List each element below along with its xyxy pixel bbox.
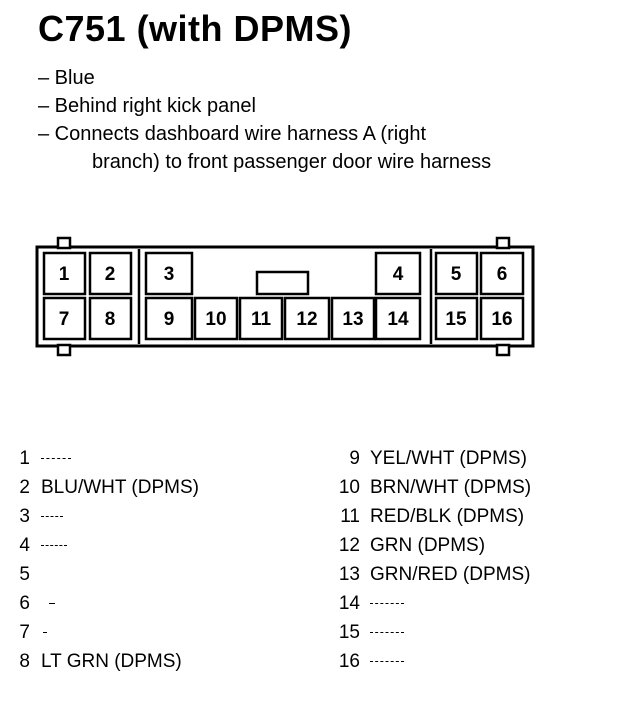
pin-row-10 bbox=[320, 477, 640, 506]
pin-number: 8 bbox=[19, 651, 30, 672]
description-color: – Blue bbox=[38, 67, 95, 89]
pin-wire-color: YEL/WHT (DPMS) bbox=[370, 448, 527, 469]
pin-row-11 bbox=[320, 506, 640, 535]
pin-row-1 bbox=[0, 448, 300, 477]
cavity-label-13: 13 bbox=[342, 309, 364, 330]
pin-row-9 bbox=[320, 448, 640, 477]
description-connection-cont: branch) to front passenger door wire harness bbox=[92, 151, 492, 173]
pin-row-14 bbox=[320, 593, 640, 622]
cavity-label-16: 16 bbox=[491, 309, 513, 330]
pin-row-12 bbox=[320, 535, 640, 564]
pin-row-16 bbox=[320, 651, 640, 680]
pin-list-left bbox=[0, 448, 300, 680]
locking-tab bbox=[257, 272, 308, 294]
pin-wire-unused bbox=[41, 506, 63, 528]
pin-number: 4 bbox=[19, 535, 30, 556]
pin-list-right bbox=[320, 448, 640, 680]
housing-tab-top-right bbox=[497, 238, 509, 248]
housing-tab-bottom-right bbox=[497, 345, 509, 355]
description-location: – Behind right kick panel bbox=[38, 95, 256, 117]
pin-number: 6 bbox=[19, 593, 30, 614]
pin-number: 16 bbox=[338, 651, 360, 672]
page-title: C751 (with DPMS) bbox=[38, 8, 353, 49]
pin-number: 7 bbox=[19, 622, 30, 643]
pin-wire-unused bbox=[41, 448, 71, 470]
pin-row-7 bbox=[0, 622, 300, 651]
cavity-label-15: 15 bbox=[445, 309, 467, 330]
pin-row-4 bbox=[0, 535, 300, 564]
pin-number: 14 bbox=[338, 593, 360, 614]
cavity-label-5: 5 bbox=[450, 264, 462, 285]
pin-row-2 bbox=[0, 477, 300, 506]
pin-wire-color: BRN/WHT (DPMS) bbox=[370, 477, 532, 498]
housing-tab-top-left bbox=[58, 238, 70, 248]
pin-wire-unused bbox=[41, 622, 47, 644]
pin-number: 9 bbox=[349, 448, 360, 469]
pin-wire-unused bbox=[370, 622, 404, 644]
pin-number: 3 bbox=[19, 506, 30, 527]
pin-number: 10 bbox=[338, 477, 360, 498]
pin-row-5 bbox=[0, 564, 300, 593]
pin-number: 12 bbox=[338, 535, 360, 556]
pin-row-8 bbox=[0, 651, 300, 680]
cavity-label-6: 6 bbox=[496, 264, 508, 285]
cavity-label-10: 10 bbox=[205, 309, 227, 330]
cavity-label-9: 9 bbox=[163, 309, 175, 330]
pin-number: 15 bbox=[338, 622, 360, 643]
pin-wire-unused bbox=[370, 593, 404, 615]
cavity-label-11: 11 bbox=[250, 309, 272, 330]
pin-number: 11 bbox=[340, 506, 360, 527]
pin-wire-unused bbox=[370, 651, 404, 673]
pin-number: 1 bbox=[19, 448, 30, 469]
pin-wire-color: GRN/RED (DPMS) bbox=[370, 564, 531, 585]
pin-wire-color: GRN (DPMS) bbox=[370, 535, 486, 556]
cavity-label-2: 2 bbox=[104, 264, 116, 285]
cavity-label-7: 7 bbox=[58, 309, 70, 330]
pin-row-15 bbox=[320, 622, 640, 651]
description-connection: – Connects dashboard wire harness A (right bbox=[38, 123, 426, 145]
pin-row-3 bbox=[0, 506, 300, 535]
cavity-label-14: 14 bbox=[387, 309, 409, 330]
housing-tab-bottom-left bbox=[58, 345, 70, 355]
pin-number: 13 bbox=[338, 564, 360, 585]
pin-wire-color: RED/BLK (DPMS) bbox=[370, 506, 525, 527]
cavity-label-4: 4 bbox=[392, 264, 404, 285]
pin-number: 2 bbox=[19, 477, 30, 498]
pin-number: 5 bbox=[19, 564, 30, 585]
pin-wire-color: BLU/WHT (DPMS) bbox=[41, 477, 199, 498]
pin-row-13 bbox=[320, 564, 640, 593]
pin-wire-unused bbox=[41, 535, 67, 557]
pin-row-6 bbox=[0, 593, 300, 622]
pin-wire-unused bbox=[41, 593, 55, 615]
cavity-label-8: 8 bbox=[104, 309, 116, 330]
cavity-label-3: 3 bbox=[163, 264, 175, 285]
pin-wire-color: LT GRN (DPMS) bbox=[41, 651, 182, 672]
cavity-label-12: 12 bbox=[296, 309, 318, 330]
cavity-label-1: 1 bbox=[58, 264, 70, 285]
